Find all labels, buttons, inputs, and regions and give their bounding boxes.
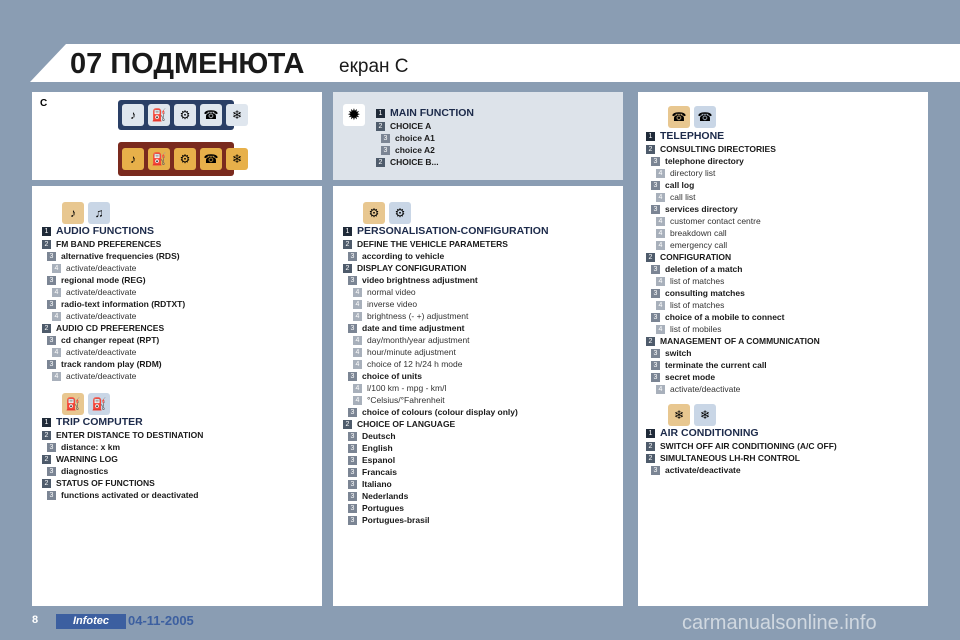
telephone-item bbox=[651, 348, 691, 359]
level-badge: 3 bbox=[47, 443, 56, 452]
aircon-item-label: activate/deactivate bbox=[665, 465, 741, 475]
personalisation-item bbox=[348, 503, 404, 514]
personalisation-item-label: Deutsch bbox=[362, 431, 396, 441]
legend-item bbox=[376, 157, 439, 168]
level-badge: 3 bbox=[47, 467, 56, 476]
level-badge: 4 bbox=[52, 288, 61, 297]
level-badge: 1 bbox=[42, 227, 51, 236]
level-badge: 3 bbox=[348, 276, 357, 285]
personalisation-item-label: Portugues bbox=[362, 503, 405, 513]
telephone-item-label: CONSULTING DIRECTORIES bbox=[660, 144, 776, 154]
audio-item-label: AUDIO FUNCTIONS bbox=[56, 225, 154, 237]
level-badge: 3 bbox=[381, 146, 390, 155]
personalisation-item-label: Portugues-brasil bbox=[362, 515, 430, 525]
level-badge: 2 bbox=[343, 264, 352, 273]
telephone-item-label: services directory bbox=[665, 204, 738, 214]
level-badge: 2 bbox=[646, 442, 655, 451]
telephone-item bbox=[656, 240, 727, 251]
personalisation-item bbox=[353, 335, 470, 346]
telephone-item bbox=[651, 156, 744, 167]
phone-color-icon: ☎ bbox=[200, 148, 222, 170]
personalisation-section-icon-alt: ⚙ bbox=[389, 202, 411, 224]
level-badge: 3 bbox=[348, 372, 357, 381]
level-badge: 1 bbox=[343, 227, 352, 236]
personalisation-item bbox=[348, 251, 444, 262]
personalisation-item bbox=[348, 467, 397, 478]
level-badge: 4 bbox=[656, 217, 665, 226]
level-badge: 3 bbox=[651, 181, 660, 190]
audio-item bbox=[42, 323, 164, 334]
level-badge: 2 bbox=[42, 240, 51, 249]
level-badge: 3 bbox=[348, 444, 357, 453]
personalisation-item bbox=[343, 226, 549, 237]
telephone-item bbox=[656, 324, 722, 335]
personalisation-item-label: DISPLAY CONFIGURATION bbox=[357, 263, 467, 273]
aircon-item-label: SWITCH OFF AIR CONDITIONING (A/C OFF) bbox=[660, 441, 837, 451]
level-badge: 3 bbox=[651, 466, 660, 475]
audio-item bbox=[47, 251, 180, 262]
level-badge: 4 bbox=[353, 336, 362, 345]
telephone-item-label: MANAGEMENT OF A COMMUNICATION bbox=[660, 336, 820, 346]
level-badge: 4 bbox=[353, 360, 362, 369]
audio-color-icon: ♪ bbox=[122, 148, 144, 170]
audio-item bbox=[42, 226, 154, 237]
level-badge: 4 bbox=[353, 312, 362, 321]
audio-item-label: FM BAND PREFERENCES bbox=[56, 239, 162, 249]
telephone-item bbox=[646, 144, 776, 155]
telephone-item bbox=[646, 336, 820, 347]
personalisation-item bbox=[353, 359, 462, 370]
level-badge: 3 bbox=[47, 276, 56, 285]
telephone-item bbox=[656, 216, 761, 227]
trip-item bbox=[47, 490, 198, 501]
personalisation-item bbox=[343, 419, 455, 430]
audio-item-label: track random play (RDM) bbox=[61, 359, 162, 369]
audio-item-label: activate/deactivate bbox=[66, 347, 137, 357]
level-badge: 2 bbox=[646, 145, 655, 154]
personalisation-item-label: Espanol bbox=[362, 455, 396, 465]
trip-item bbox=[47, 466, 108, 477]
level-badge: 4 bbox=[656, 229, 665, 238]
telephone-item bbox=[651, 204, 738, 215]
level-badge: 4 bbox=[353, 384, 362, 393]
watermark: carmanualsonline.info bbox=[682, 612, 877, 634]
level-badge: 4 bbox=[656, 325, 665, 334]
level-badge: 2 bbox=[343, 240, 352, 249]
level-badge: 3 bbox=[381, 134, 390, 143]
personalisation-item-label: video brightness adjustment bbox=[362, 275, 478, 285]
page-subtitle: екран C bbox=[339, 56, 409, 77]
personalisation-item-label: inverse video bbox=[367, 299, 418, 309]
audio-item-label: AUDIO CD PREFERENCES bbox=[56, 323, 165, 333]
telephone-item-label: list of matches bbox=[670, 300, 725, 310]
audio-section-icon-alt: ♫ bbox=[88, 202, 110, 224]
level-badge: 3 bbox=[47, 300, 56, 309]
level-badge: 3 bbox=[651, 289, 660, 298]
telephone-item-label: list of mobiles bbox=[670, 324, 722, 334]
telephone-item bbox=[646, 252, 731, 263]
personalisation-item bbox=[348, 323, 465, 334]
audio-item bbox=[52, 311, 136, 322]
level-badge: 2 bbox=[42, 431, 51, 440]
personalisation-item bbox=[348, 515, 430, 526]
personalisation-item-label: Nederlands bbox=[362, 491, 409, 501]
level-badge: 3 bbox=[348, 432, 357, 441]
telephone-item bbox=[656, 384, 740, 395]
personalisation-item bbox=[343, 239, 508, 250]
level-badge: 2 bbox=[42, 324, 51, 333]
level-badge: 3 bbox=[348, 504, 357, 513]
telephone-item-label: terminate the current call bbox=[665, 360, 767, 370]
aircon-section-icon: ❄ bbox=[668, 404, 690, 426]
personalisation-item-label: l/100 km - mpg - km/l bbox=[367, 383, 447, 393]
level-badge: 3 bbox=[651, 157, 660, 166]
audio-item bbox=[47, 335, 159, 346]
personalisation-item bbox=[348, 455, 395, 466]
telephone-item-label: call log bbox=[665, 180, 695, 190]
level-badge: 4 bbox=[656, 385, 665, 394]
trip-item bbox=[47, 442, 120, 453]
level-badge: 4 bbox=[52, 372, 61, 381]
trip-icon: ⛽ bbox=[148, 104, 170, 126]
trip-section-icon-alt: ⛽ bbox=[88, 393, 110, 415]
level-badge: 4 bbox=[52, 312, 61, 321]
audio-item bbox=[42, 239, 161, 250]
audio-item-label: activate/deactivate bbox=[66, 263, 137, 273]
personalisation-item bbox=[353, 395, 445, 406]
audio-item bbox=[52, 263, 136, 274]
personalisation-item-label: choice of colours (colour display only) bbox=[362, 407, 518, 417]
legend-item-label: CHOICE B... bbox=[390, 157, 439, 167]
trip-item-label: distance: x km bbox=[61, 442, 121, 452]
personalisation-item-label: choice of 12 h/24 h mode bbox=[367, 359, 463, 369]
menu-strip-color-icons bbox=[122, 148, 248, 170]
personalisation-item-label: according to vehicle bbox=[362, 251, 445, 261]
telephone-section-icon-alt: ☎ bbox=[694, 106, 716, 128]
personalisation-item bbox=[343, 263, 466, 274]
telephone-section-icon: ☎ bbox=[668, 106, 690, 128]
telephone-item bbox=[656, 276, 724, 287]
settings-icon: ⚙ bbox=[174, 104, 196, 126]
level-badge: 1 bbox=[42, 418, 51, 427]
level-badge: 3 bbox=[348, 492, 357, 501]
telephone-item bbox=[651, 312, 785, 323]
personalisation-item bbox=[348, 371, 422, 382]
personalisation-item-label: date and time adjustment bbox=[362, 323, 465, 333]
level-badge: 3 bbox=[348, 324, 357, 333]
personalisation-item-label: °Celsius/°Fahrenheit bbox=[367, 395, 445, 405]
trip-item-label: functions activated or deactivated bbox=[61, 490, 199, 500]
telephone-item-label: customer contact centre bbox=[670, 216, 761, 226]
page-title: 07 ПОДМЕНЮТА bbox=[70, 48, 305, 80]
aircon-item bbox=[646, 428, 759, 439]
telephone-item-label: consulting matches bbox=[665, 288, 745, 298]
level-badge: 2 bbox=[42, 455, 51, 464]
level-badge: 3 bbox=[47, 252, 56, 261]
level-badge: 3 bbox=[348, 468, 357, 477]
personalisation-item bbox=[348, 443, 393, 454]
level-badge: 4 bbox=[656, 301, 665, 310]
telephone-item bbox=[651, 372, 715, 383]
personalisation-item bbox=[353, 347, 456, 358]
telephone-item-label: secret mode bbox=[665, 372, 716, 382]
level-badge: 4 bbox=[353, 348, 362, 357]
trip-item-label: diagnostics bbox=[61, 466, 109, 476]
personalisation-item bbox=[353, 311, 468, 322]
level-badge: 2 bbox=[376, 122, 385, 131]
telephone-item-label: emergency call bbox=[670, 240, 728, 250]
level-badge: 3 bbox=[651, 361, 660, 370]
trip-color-icon: ⛽ bbox=[148, 148, 170, 170]
telephone-item-label: list of matches bbox=[670, 276, 725, 286]
telephone-item bbox=[656, 228, 727, 239]
level-badge: 3 bbox=[348, 252, 357, 261]
telephone-item-label: deletion of a match bbox=[665, 264, 743, 274]
level-badge: 1 bbox=[376, 109, 385, 118]
personalisation-item bbox=[353, 383, 446, 394]
personalisation-item-label: CHOICE OF LANGUAGE bbox=[357, 419, 456, 429]
level-badge: 3 bbox=[651, 205, 660, 214]
trip-section-icon: ⛽ bbox=[62, 393, 84, 415]
level-badge: 2 bbox=[646, 454, 655, 463]
audio-item-label: alternative frequencies (RDS) bbox=[61, 251, 180, 261]
audio-item bbox=[52, 371, 136, 382]
print-date: 04-11-2005 bbox=[128, 613, 194, 628]
legend-item-label: choice A1 bbox=[395, 133, 435, 143]
infotec-logo: Infotec bbox=[56, 614, 126, 629]
trip-item-label: TRIP COMPUTER bbox=[56, 416, 143, 428]
level-badge: 3 bbox=[348, 456, 357, 465]
telephone-item-label: call list bbox=[670, 192, 696, 202]
level-badge: 3 bbox=[47, 360, 56, 369]
telephone-item-label: activate/deactivate bbox=[670, 384, 741, 394]
personalisation-item-label: PERSONALISATION-CONFIGURATION bbox=[357, 225, 549, 237]
aircon-item-label: AIR CONDITIONING bbox=[660, 427, 759, 439]
telephone-item-label: directory list bbox=[670, 168, 716, 178]
legend-item bbox=[381, 133, 435, 144]
personalisation-item bbox=[348, 275, 478, 286]
aircon-item bbox=[646, 453, 800, 464]
personalisation-item-label: DEFINE THE VEHICLE PARAMETERS bbox=[357, 239, 508, 249]
level-badge: 2 bbox=[646, 337, 655, 346]
level-badge: 3 bbox=[651, 349, 660, 358]
audio-icon: ♪ bbox=[122, 104, 144, 126]
telephone-item bbox=[656, 192, 696, 203]
trip-item bbox=[42, 417, 143, 428]
telephone-item-label: CONFIGURATION bbox=[660, 252, 732, 262]
level-badge: 3 bbox=[47, 336, 56, 345]
personalisation-item-label: English bbox=[362, 443, 393, 453]
level-badge: 2 bbox=[42, 479, 51, 488]
trip-item bbox=[42, 430, 203, 441]
level-badge: 3 bbox=[47, 491, 56, 500]
telephone-item-label: breakdown call bbox=[670, 228, 727, 238]
level-badge: 4 bbox=[353, 288, 362, 297]
level-badge: 3 bbox=[348, 516, 357, 525]
aircon-icon: ❄ bbox=[226, 104, 248, 126]
personalisation-item-label: Italiano bbox=[362, 479, 392, 489]
legend-item-label: CHOICE A bbox=[390, 121, 432, 131]
personalisation-item bbox=[348, 479, 392, 490]
telephone-item-label: switch bbox=[665, 348, 692, 358]
telephone-item bbox=[651, 180, 694, 191]
sun-icon: ✹ bbox=[343, 104, 365, 126]
aircon-item-label: SIMULTANEOUS LH-RH CONTROL bbox=[660, 453, 800, 463]
aircon-section-icon-alt: ❄ bbox=[694, 404, 716, 426]
audio-item bbox=[52, 347, 136, 358]
screen-label: C bbox=[40, 98, 48, 109]
page-number: 8 bbox=[32, 614, 39, 626]
telephone-item bbox=[656, 300, 724, 311]
aircon-color-icon: ❄ bbox=[226, 148, 248, 170]
personalisation-item bbox=[353, 299, 417, 310]
legend-item bbox=[376, 121, 431, 132]
level-badge: 3 bbox=[348, 480, 357, 489]
audio-item bbox=[47, 359, 162, 370]
level-badge: 4 bbox=[52, 264, 61, 273]
personalisation-item-label: day/month/year adjustment bbox=[367, 335, 470, 345]
level-badge: 2 bbox=[343, 420, 352, 429]
level-badge: 4 bbox=[353, 396, 362, 405]
level-badge: 3 bbox=[348, 408, 357, 417]
audio-item-label: activate/deactivate bbox=[66, 311, 137, 321]
level-badge: 4 bbox=[656, 193, 665, 202]
trip-item-label: WARNING LOG bbox=[56, 454, 118, 464]
trip-item bbox=[42, 478, 155, 489]
level-badge: 4 bbox=[656, 277, 665, 286]
level-badge: 3 bbox=[651, 313, 660, 322]
aircon-item bbox=[646, 441, 837, 452]
trip-item bbox=[42, 454, 118, 465]
personalisation-item-label: brightness (- +) adjustment bbox=[367, 311, 469, 321]
telephone-item bbox=[651, 360, 767, 371]
personalisation-item-label: Francais bbox=[362, 467, 397, 477]
telephone-item bbox=[651, 264, 742, 275]
personalisation-item bbox=[348, 491, 408, 502]
legend-item-label: MAIN FUNCTION bbox=[390, 107, 474, 119]
personalisation-item-label: normal video bbox=[367, 287, 416, 297]
audio-item bbox=[47, 275, 146, 286]
audio-item-label: regional mode (REG) bbox=[61, 275, 146, 285]
level-badge: 4 bbox=[353, 300, 362, 309]
telephone-item-label: telephone directory bbox=[665, 156, 744, 166]
personalisation-item bbox=[348, 407, 518, 418]
phone-icon: ☎ bbox=[200, 104, 222, 126]
level-badge: 3 bbox=[651, 265, 660, 274]
level-badge: 4 bbox=[656, 241, 665, 250]
menu-strip-icons bbox=[122, 104, 248, 126]
trip-item-label: ENTER DISTANCE TO DESTINATION bbox=[56, 430, 204, 440]
level-badge: 3 bbox=[651, 373, 660, 382]
level-badge: 1 bbox=[646, 429, 655, 438]
telephone-item-label: choice of a mobile to connect bbox=[665, 312, 785, 322]
aircon-item bbox=[651, 465, 741, 476]
settings-color-icon: ⚙ bbox=[174, 148, 196, 170]
telephone-item-label: TELEPHONE bbox=[660, 130, 725, 142]
audio-item-label: activate/deactivate bbox=[66, 287, 137, 297]
level-badge: 2 bbox=[646, 253, 655, 262]
audio-item-label: activate/deactivate bbox=[66, 371, 137, 381]
personalisation-item bbox=[353, 287, 416, 298]
level-badge: 4 bbox=[52, 348, 61, 357]
personalisation-item-label: hour/minute adjustment bbox=[367, 347, 456, 357]
level-badge: 1 bbox=[646, 132, 655, 141]
audio-item-label: radio-text information (RDTXT) bbox=[61, 299, 186, 309]
telephone-item bbox=[646, 131, 724, 142]
audio-item-label: cd changer repeat (RPT) bbox=[61, 335, 160, 345]
legend-item bbox=[376, 108, 474, 119]
telephone-item bbox=[651, 288, 745, 299]
personalisation-section-icon: ⚙ bbox=[363, 202, 385, 224]
personalisation-item bbox=[348, 431, 396, 442]
legend-item-label: choice A2 bbox=[395, 145, 435, 155]
telephone-item bbox=[656, 168, 715, 179]
audio-item bbox=[47, 299, 185, 310]
trip-item-label: STATUS OF FUNCTIONS bbox=[56, 478, 155, 488]
personalisation-item-label: choice of units bbox=[362, 371, 422, 381]
legend-item bbox=[381, 145, 435, 156]
audio-section-icon: ♪ bbox=[62, 202, 84, 224]
level-badge: 2 bbox=[376, 158, 385, 167]
level-badge: 4 bbox=[656, 169, 665, 178]
audio-item bbox=[52, 287, 136, 298]
